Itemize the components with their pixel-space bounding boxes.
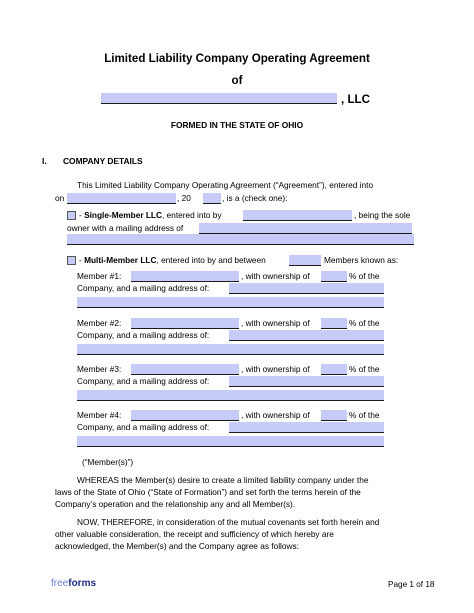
multi-member-known-as: Members known as: xyxy=(324,255,399,265)
member-2-name-field[interactable] xyxy=(131,318,239,329)
section-number: I. xyxy=(42,156,47,166)
intro-year-prefix: , 20 xyxy=(177,193,191,203)
intro-check-one: , is a (check one): xyxy=(222,193,288,203)
member-count-field[interactable] xyxy=(289,255,321,266)
member-1-percent-text: % of the xyxy=(349,271,380,281)
member-4-percent-field[interactable] xyxy=(321,410,347,421)
multi-member-checkbox[interactable] xyxy=(67,256,76,265)
multi-member-label: Multi-Member LLC xyxy=(84,255,157,265)
member-2-percent-field[interactable] xyxy=(321,318,347,329)
member-1-label: Member #1: xyxy=(77,271,122,281)
whereas-line-2: laws of the State of Ohio (“State of Formation”) and set forth the terms herein of the xyxy=(55,487,361,497)
member-3-ownership-text: , with ownership of xyxy=(241,364,310,374)
member-2-address-field-2[interactable] xyxy=(77,344,384,355)
member-4-ownership-text: , with ownership of xyxy=(241,410,310,420)
member-1-address-field-2[interactable] xyxy=(77,297,384,308)
member-3-label: Member #3: xyxy=(77,364,122,374)
member-3-percent-text: % of the xyxy=(349,364,380,374)
single-member-label: Single-Member LLC xyxy=(84,210,162,220)
member-1-ownership-text: , with ownership of xyxy=(241,271,310,281)
now-therefore-line-1: NOW, THEREFORE, in consideration of the mutual covenants set forth herein and xyxy=(77,517,380,527)
member-2-mailing-text: Company, and a mailing address of: xyxy=(77,330,210,340)
member-1-percent-field[interactable] xyxy=(321,271,347,282)
member-3-address-field-2[interactable] xyxy=(77,390,384,401)
freeforms-logo: freeforms xyxy=(51,578,97,589)
single-member-sole: , being the sole xyxy=(354,210,411,220)
member-4-name-field[interactable] xyxy=(131,410,239,421)
agreement-date-field[interactable] xyxy=(67,193,176,204)
member-2-ownership-text: , with ownership of xyxy=(241,318,310,328)
intro-line: This Limited Liability Company Operating Agreement (“Agreement”), entered into xyxy=(77,180,374,190)
member-3-mailing-text: Company, and a mailing address of: xyxy=(77,376,210,386)
member-4-percent-text: % of the xyxy=(349,410,380,420)
single-member-name-field[interactable] xyxy=(243,210,352,221)
llc-suffix: , LLC xyxy=(341,93,370,106)
member-4-mailing-text: Company, and a mailing address of: xyxy=(77,422,210,432)
single-member-address-field-1[interactable] xyxy=(199,223,412,234)
member-1-mailing-text: Company, and a mailing address of: xyxy=(77,283,210,293)
member-4-label: Member #4: xyxy=(77,410,122,420)
whereas-line-3: Company’s operation and the relationship any and all Member(s). xyxy=(55,499,296,509)
member-3-name-field[interactable] xyxy=(131,364,239,375)
section-title: COMPANY DETAILS xyxy=(63,156,143,166)
title-of: of xyxy=(231,74,243,87)
member-4-address-field-2[interactable] xyxy=(77,436,384,447)
single-member-line: - Single-Member LLC, entered into by xyxy=(79,210,222,220)
intro-on: on xyxy=(55,193,65,203)
document-title: Limited Liability Company Operating Agreement xyxy=(104,52,370,65)
now-therefore-line-2: other valuable consideration, the receipt and sufficiency of which hereby are xyxy=(55,529,334,539)
member-2-address-field-1[interactable] xyxy=(229,330,384,341)
single-member-owner: owner with a mailing address of xyxy=(67,223,184,233)
formed-in-state: FORMED IN THE STATE OF OHIO xyxy=(170,120,304,130)
member-3-address-field-1[interactable] xyxy=(229,376,384,387)
member-1-name-field[interactable] xyxy=(131,271,239,282)
now-therefore-line-3: acknowledged, the Member(s) and the Company agree as follows: xyxy=(55,541,299,551)
single-member-checkbox[interactable] xyxy=(67,211,76,220)
llc-name-field[interactable] xyxy=(101,93,337,104)
agreement-year-field[interactable] xyxy=(203,193,221,204)
multi-member-line: - Multi-Member LLC, entered into by and between xyxy=(79,255,266,265)
page-number: Page 1 of 18 xyxy=(388,580,435,589)
member-4-address-field-1[interactable] xyxy=(229,422,384,433)
whereas-line-1: WHEREAS the Member(s) desire to create a limited liability company under the xyxy=(77,475,369,485)
members-defined-term: (“Member(s)”) xyxy=(82,457,134,467)
member-1-address-field-1[interactable] xyxy=(229,283,384,294)
member-2-label: Member #2: xyxy=(77,318,122,328)
member-3-percent-field[interactable] xyxy=(321,364,347,375)
member-2-percent-text: % of the xyxy=(349,318,380,328)
single-member-address-field-2[interactable] xyxy=(67,234,414,245)
